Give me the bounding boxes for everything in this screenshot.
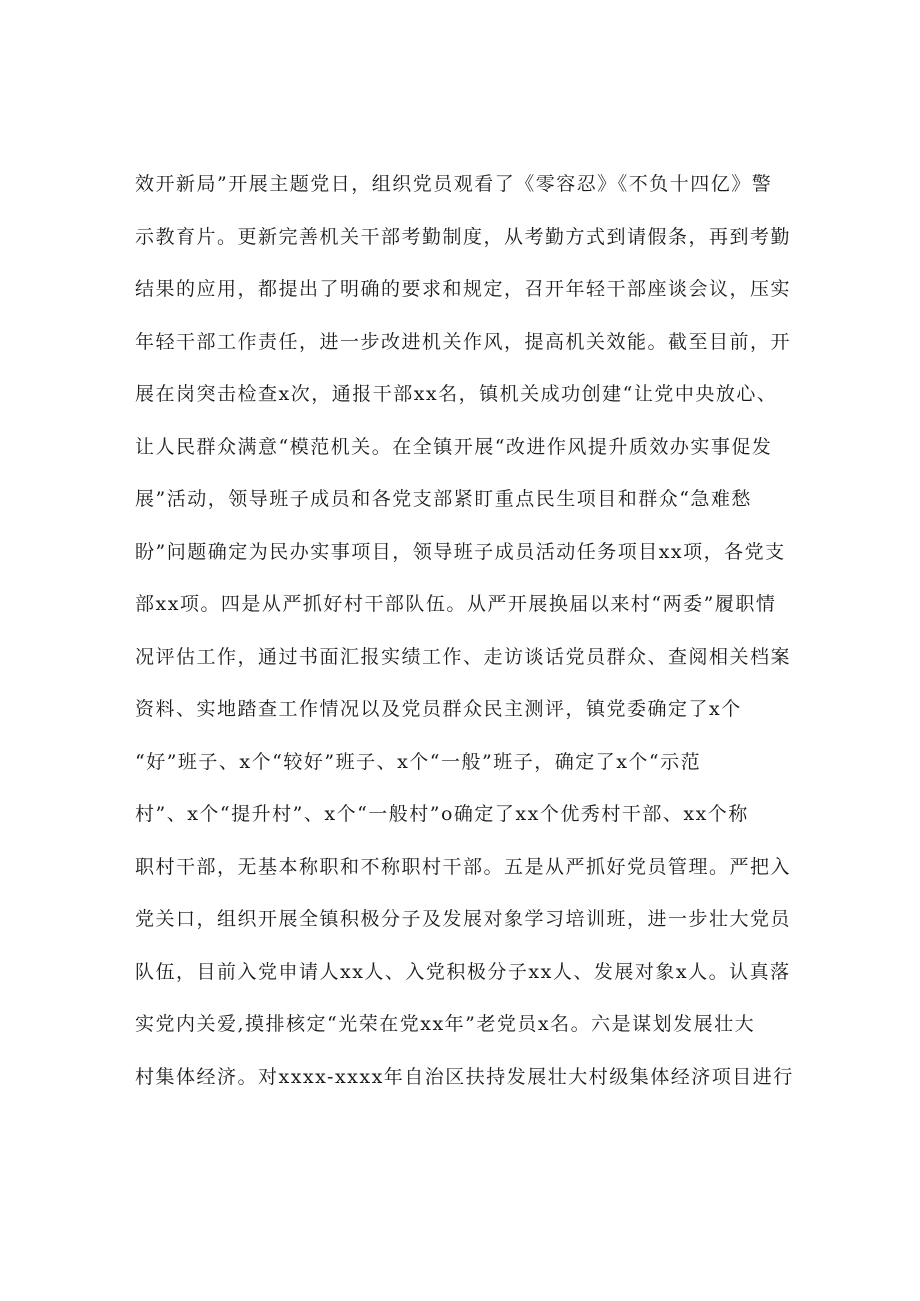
text-line: 实党内关爱,摸排核定“光荣在党xx年”老党员x名。六是谋划发展壮大 xyxy=(135,1013,756,1035)
text-line: 展在岗突击检查x次，通报干部xx名，镇机关成功创建“让党中央放心、 xyxy=(135,383,778,405)
text-line: 队伍，目前入党申请人xx人、入党积极分子xx人、发展对象x人。认真落 xyxy=(135,960,791,983)
text-line: 示教育片。更新完善机关干部考勤制度，从考勤方式到请假条，再到考勤 xyxy=(135,225,792,248)
document-body xyxy=(135,158,795,1103)
text-line: 让人民群众满意“模范机关。在全镇开展“改进作风提升质效办实事促发 xyxy=(135,435,773,458)
text-line: 资料、实地踏查工作情况以及党员群众民主测评，镇党委确定了x个 xyxy=(135,698,742,720)
text-line: 村”、x个“提升村”、x个“一般村”o确定了xx个优秀村干部、xx个称 xyxy=(135,803,749,825)
text-line: 展”活动，领导班子成员和各党支部紧盯重点民生项目和群众“急难愁 xyxy=(135,488,752,510)
text-line: 况评估工作，通过书面汇报实绩工作、走访谈话党员群众、查阅相关档案 xyxy=(135,645,792,668)
text-line: 村集体经济。对xxxx-xxxx年自治区扶持发展壮大村级集体经济项目进行 xyxy=(135,1065,794,1088)
text-line: “好”班子、x个“较好”班子、x个“一般”班子，确定了x个“示范 xyxy=(135,750,702,773)
text-line: 结果的应用，都提出了明确的要求和规定，召开年轻干部座谈会议，压实 xyxy=(135,278,792,300)
text-line: 党关口，组织开展全镇积极分子及发展对象学习培训班，进一步壮大党员 xyxy=(135,908,792,930)
text-line: 效开新局”开展主题党日，组织党员观看了《零容忍》《不负十四亿》警 xyxy=(135,173,773,195)
text-line: 职村干部，无基本称职和不称职村干部。五是从严抓好党员管理。严把入 xyxy=(135,855,792,878)
text-line: 部xx项。四是从严抓好村干部队伍。从严开展换届以来村“两委”履职情 xyxy=(135,593,777,615)
text-line: 盼”问题确定为民办实事项目，领导班子成员活动任务项目xx项，各党支 xyxy=(135,540,786,563)
text-line: 年轻干部工作责任，进一步改进机关作风，提高机关效能。截至目前，开 xyxy=(135,330,792,353)
